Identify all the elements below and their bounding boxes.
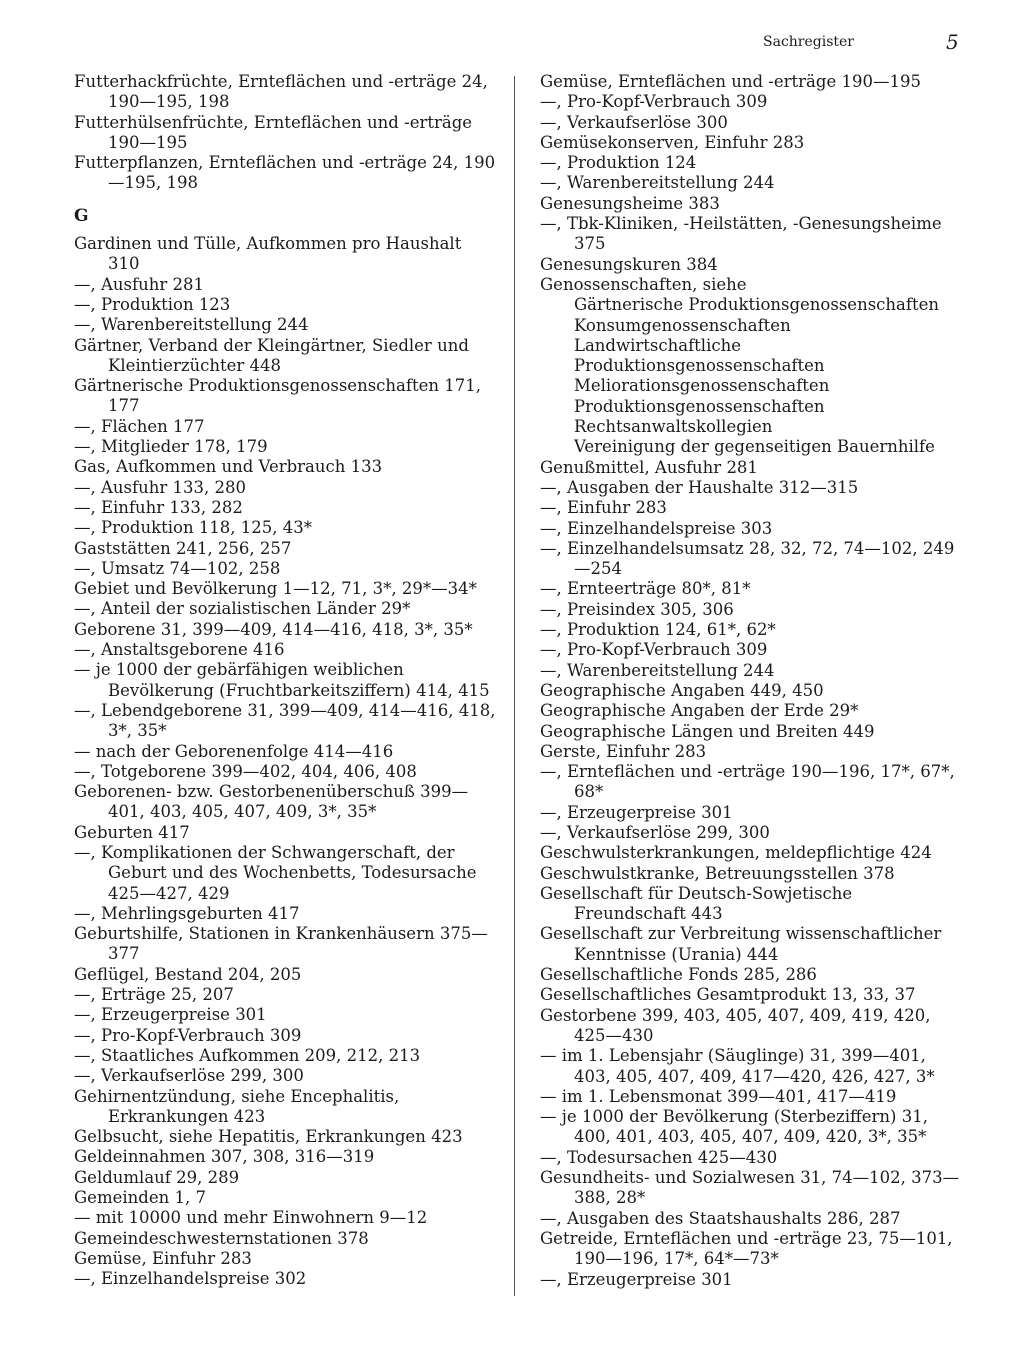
index-entry: —, Pro-Kopf-Verbrauch 309 [540,640,768,660]
index-entry: —, Produktion 118, 125, 43* [74,518,313,538]
index-entry: —, Ernteflächen und -erträge 190—196, 17*, 67*, 68* [540,762,955,802]
index-column-left [74,72,496,1290]
index-entry: —, Einzelhandelspreise 303 [540,518,773,538]
index-entry: —, Umsatz 74—102, 258 [74,558,281,578]
running-title: Sachregister [763,34,854,50]
index-subentry: Rechtsanwaltskollegien [574,417,773,437]
index-entry: Geburten 417 [74,822,190,842]
index-entry: Geschwulsterkrankungen, meldepflichtige 424 [540,843,932,863]
index-entry: —, Pro-Kopf-Verbrauch 309 [74,1025,302,1045]
index-entry: —, Ausfuhr 133, 280 [74,477,246,497]
index-entry: Futterpflanzen, Ernteflächen und -erträge 24, 190—195, 198 [74,153,496,193]
index-entry: Futterhackfrüchte, Ernteflächen und -erträge 24, 190—195, 198 [74,72,488,112]
index-entry: —, Ausgaben des Staatshaushalts 286, 287 [540,1208,901,1228]
index-entry: —, Komplikationen der Schwangerschaft, der Geburt und des Wochenbetts, Todesursache 425—427, 429 [74,842,477,903]
index-entry: —, Ausgaben der Haushalte 312—315 [540,477,859,497]
index-entry: Geldumlauf 29, 289 [74,1167,240,1187]
index-entry: Genossenschaften, siehe [540,274,747,294]
index-entry: Geographische Längen und Breiten 449 [540,721,875,741]
index-entry: Gesellschaft für Deutsch-Sowjetische Freundschaft 443 [540,883,853,924]
index-entry: Gesundheits- und Sozialwesen 31, 74—102, 373—388, 28* [540,1168,960,1208]
index-entry: —, Verkaufserlöse 299, 300 [540,822,770,842]
index-entry: —, Anteil der sozialistischen Länder 29* [74,599,411,619]
index-entry: —, Pro-Kopf-Verbrauch 309 [540,92,768,112]
index-entry: Gardinen und Tülle, Aufkommen pro Haushalt 310 [74,234,462,274]
index-entry: Geborenen- bzw. Gestorbenenüberschuß 399—401, 403, 405, 407, 409, 3*, 35* [74,782,469,822]
index-entry: —, Ausfuhr 281 [74,274,204,294]
index-entry: Gebiet und Bevölkerung 1—12, 71, 3*, 29*—34* [74,579,477,599]
index-entry: Geflügel, Bestand 204, 205 [74,964,302,984]
index-entry: —, Einfuhr 133, 282 [74,497,243,517]
index-entry: Geographische Angaben 449, 450 [540,680,824,700]
index-entry: —, Verkaufserlöse 299, 300 [74,1066,304,1086]
index-entry: —, Staatliches Aufkommen 209, 212, 213 [74,1045,421,1065]
index-entry: Gesellschaftliche Fonds 285, 286 [540,965,817,985]
index-entry: —, Warenbereitstellung 244 [74,315,309,335]
index-entry: —, Mitglieder 178, 179 [74,437,268,457]
index-entry: Gaststätten 241, 256, 257 [74,538,292,558]
index-entry: Gärtnerische Produktionsgenossenschaften 171, 177 [74,376,481,416]
page-number: 5 [946,30,959,54]
index-entry: Gestorbene 399, 403, 405, 407, 409, 419, 420, 425—430 [540,1005,931,1045]
index-column-right [540,72,960,1290]
index-entry: —, Einfuhr 283 [540,498,667,518]
index-entry: —, Warenbereitstellung 244 [540,173,775,193]
index-entry: —, Mehrlingsgeburten 417 [74,903,300,923]
index-entry: —, Produktion 124, 61*, 62* [540,620,776,640]
index-entry: —, Verkaufserlöse 300 [540,112,728,132]
index-entry: —, Anstaltsgeborene 416 [74,640,285,660]
index-entry: — mit 10000 und mehr Einwohnern 9—12 [74,1208,428,1228]
index-entry: —, Tbk-Kliniken, -Heilstätten, -Genesungsheime 375 [540,214,942,254]
index-entry: —, Erzeugerpreise 301 [74,1005,267,1025]
index-subentry: Konsumgenossenschaften [574,315,791,335]
index-entry: —, Preisindex 305, 306 [540,599,734,619]
index-entry: —, Lebendgeborene 31, 399—409, 414—416, 418, 3*, 35* [74,700,496,741]
index-entry: —, Erzeugerpreise 301 [540,1269,733,1289]
index-entry: Gemüse, Einfuhr 283 [74,1248,252,1268]
index-entry: Gemeinden 1, 7 [74,1188,206,1208]
index-entry: —, Einzelhandelspreise 302 [74,1269,307,1289]
index-entry: Geborene 31, 399—409, 414—416, 418, 3*, 35* [74,619,473,639]
section-letter: G [74,205,89,226]
index-entry: —, Todesursachen 425—430 [540,1147,778,1167]
index-entry: —, Warenbereitstellung 244 [540,660,775,680]
index-entry: Genesungsheime 383 [540,193,720,213]
index-entry: — je 1000 der Bevölkerung (Sterbeziffern) 31, 400, 401, 403, 405, 407, 409, 420, 3*, 35* [540,1107,928,1147]
index-entry: Gerste, Einfuhr 283 [540,741,707,761]
index-entry: —, Produktion 124 [540,153,697,173]
index-entry: Genußmittel, Ausfuhr 281 [540,457,758,477]
index-entry: —, Einzelhandelsumsatz 28, 32, 72, 74—102, 249—254 [540,538,955,579]
index-entry: Gas, Aufkommen und Verbrauch 133 [74,457,383,477]
index-entry: — im 1. Lebensjahr (Säuglinge) 31, 399—401, 403, 405, 407, 409, 417—420, 426, 427, 3* [540,1046,935,1086]
index-entry: Genesungskuren 384 [540,254,718,274]
index-entry: Gärtner, Verband der Kleingärtner, Siedler und Kleintierzüchter 448 [74,335,469,375]
index-entry: Futterhülsenfrüchte, Ernteflächen und -erträge 190—195 [74,112,473,152]
index-entry: Gesellschaft zur Verbreitung wissenschaftlicher Kenntnisse (Urania) 444 [540,924,942,964]
index-subentry: Landwirtschaftliche Produktionsgenossenschaften [574,335,825,376]
column-divider [514,76,515,1296]
index-entry: Gemüsekonserven, Einfuhr 283 [540,132,805,152]
index-entry: — je 1000 der gebärfähigen weiblichen Bevölkerung (Fruchtbarkeitsziffern) 414, 415 [74,660,490,700]
index-entry: —, Ernteerträge 80*, 81* [540,579,751,599]
index-entry: Gemüse, Ernteflächen und -erträge 190—195 [540,72,921,91]
index-entry: Gehirnentzündung, siehe Encephalitis, Erkrankungen 423 [74,1086,400,1126]
index-subentry: Vereinigung der gegenseitigen Bauernhilfe [574,437,935,457]
page-header [0,30,1024,56]
index-entry: Gemeindeschwesternstationen 378 [74,1228,369,1248]
index-entry: Geburtshilfe, Stationen in Krankenhäusern 375—377 [74,924,488,964]
index-entry: — im 1. Lebensmonat 399—401, 417—419 [540,1086,897,1106]
index-entry: —, Flächen 177 [74,416,205,436]
index-entry: Geldeinnahmen 307, 308, 316—319 [74,1147,375,1167]
index-entry: —, Totgeborene 399—402, 404, 406, 408 [74,761,417,781]
index-entry: Gesellschaftliches Gesamtprodukt 13, 33, 37 [540,985,916,1005]
index-subentry: Gärtnerische Produktionsgenossenschaften [574,295,939,315]
index-subentry: Produktionsgenossenschaften [574,396,825,416]
index-entry: Gelbsucht, siehe Hepatitis, Erkrankungen 423 [74,1127,463,1147]
index-entry: —, Erträge 25, 207 [74,985,234,1005]
index-entry: —, Erzeugerpreise 301 [540,802,733,822]
index-entry: Getreide, Ernteflächen und -erträge 23, 75—101, 190—196, 17*, 64*—73* [540,1228,953,1269]
index-subentry: Meliorationsgenossenschaften [574,376,830,396]
index-entry: Geschwulstkranke, Betreuungsstellen 378 [540,863,895,883]
index-entry: Geographische Angaben der Erde 29* [540,701,859,721]
index-entry: —, Produktion 123 [74,294,231,314]
index-entry: — nach der Geborenenfolge 414—416 [74,741,394,761]
